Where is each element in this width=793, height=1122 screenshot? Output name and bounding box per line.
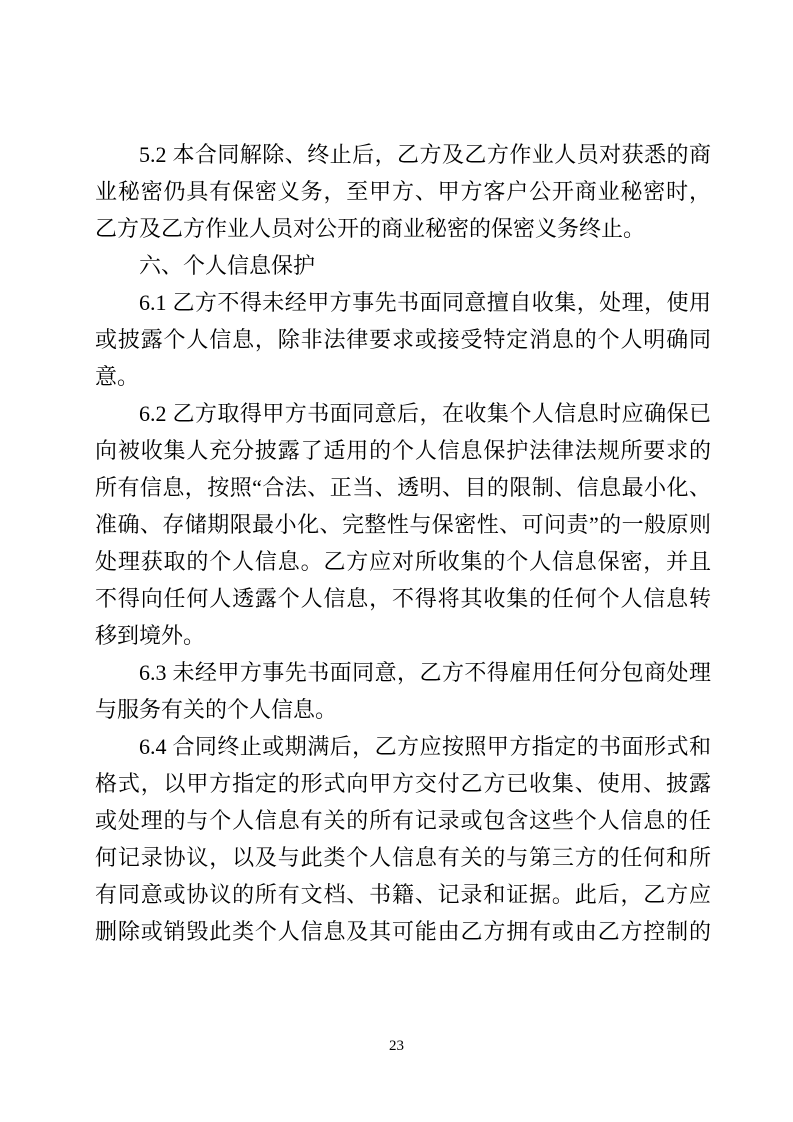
paragraph — [95, 247, 711, 284]
text-line: 意。 — [95, 364, 140, 389]
text-line: 所有信息，按照“合法、正当、透明、目的限制、信息最小化、 — [95, 475, 711, 500]
paragraph — [95, 395, 711, 654]
paragraph — [95, 654, 711, 728]
paragraph — [95, 284, 711, 395]
paragraph — [95, 728, 711, 950]
text-line: 移到境外。 — [95, 623, 206, 648]
text-line: 向被收集人充分披露了适用的个人信息保护法律法规所要求的 — [95, 438, 711, 463]
text-line: 或披露个人信息，除非法律要求或接受特定消息的个人明确同 — [95, 327, 711, 352]
text-line: 准确、存储期限最小化、完整性与保密性、可问责”的一般原则 — [95, 512, 711, 537]
document-body — [95, 136, 711, 950]
text-line: 6.4 合同终止或期满后，乙方应按照甲方指定的书面形式和 — [139, 734, 711, 759]
text-line: 与服务有关的个人信息。 — [95, 697, 338, 722]
text-line: 何记录协议，以及与此类个人信息有关的与第三方的任何和所 — [95, 845, 711, 870]
text-line: 删除或销毁此类个人信息及其可能由乙方拥有或由乙方控制的 — [95, 919, 711, 944]
page-footer — [0, 1036, 793, 1056]
text-line: 格式，以甲方指定的形式向甲方交付乙方已收集、使用、披露 — [95, 771, 711, 796]
text-line: 处理获取的个人信息。乙方应对所收集的个人信息保密，并且 — [95, 549, 711, 574]
text-line: 业秘密仍具有保密义务，至甲方、甲方客户公开商业秘密时， — [95, 179, 711, 204]
text-line: 6.2 乙方取得甲方书面同意后，在收集个人信息时应确保已 — [139, 401, 711, 426]
text-line: 6.3 未经甲方事先书面同意，乙方不得雇用任何分包商处理 — [139, 660, 711, 685]
page-number: 23 — [389, 1038, 404, 1054]
text-line: 5.2 本合同解除、终止后，乙方及乙方作业人员对获悉的商 — [139, 142, 711, 167]
text-line: 或处理的与个人信息有关的所有记录或包含这些个人信息的任 — [95, 808, 711, 833]
text-line: 有同意或协议的所有文档、书籍、记录和证据。此后，乙方应 — [95, 882, 711, 907]
text-line: 乙方及乙方作业人员对公开的商业秘密的保密义务终止。 — [95, 216, 646, 241]
text-line: 6.1 乙方不得未经甲方事先书面同意擅自收集，处理，使用 — [139, 290, 711, 315]
text-line: 六、个人信息保护 — [139, 253, 316, 278]
text-line: 不得向任何人透露个人信息，不得将其收集的任何个人信息转 — [95, 586, 711, 611]
paragraph — [95, 136, 711, 247]
